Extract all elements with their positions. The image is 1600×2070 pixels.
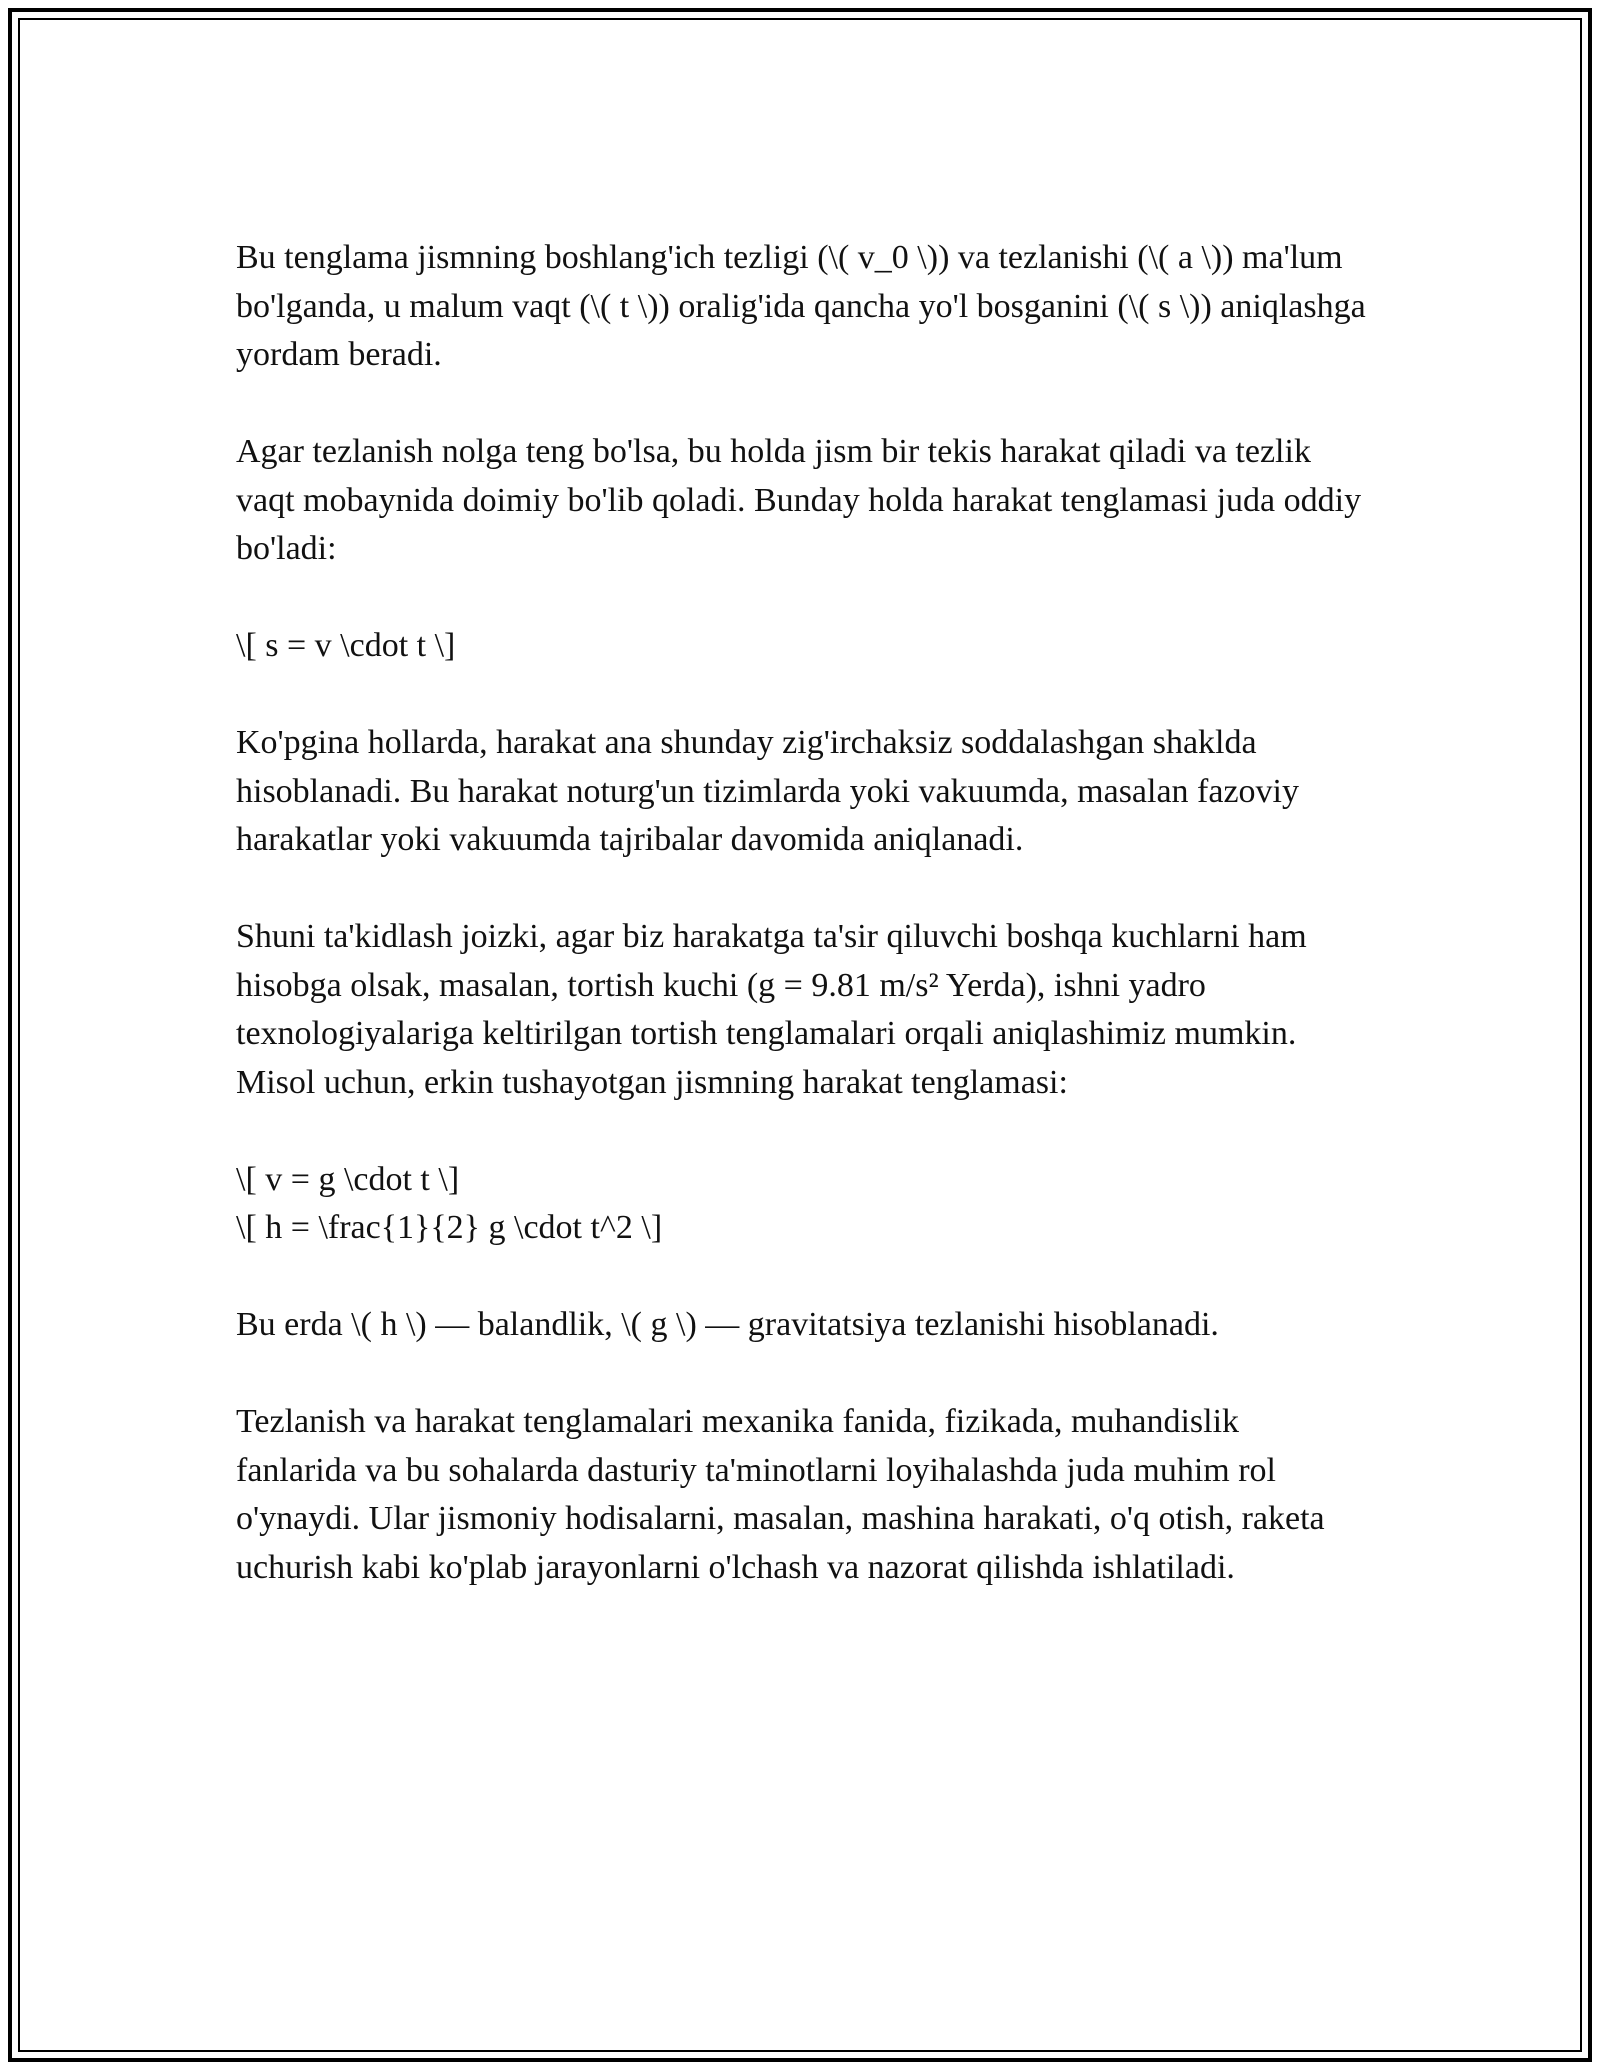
paragraph-zero-acceleration: Agar tezlanish nolga teng bo'lsa, bu holda jism bir tekis harakat qiladi va tezlik vaqt mobaynida doimiy bo'lib qoladi. Bunday holda harakat tenglamasi juda oddiy bo'ladi: — [236, 433, 1362, 567]
equation-distance: \[ s = v \cdot t \] — [236, 627, 456, 664]
equation-height: \[ h = \frac{1}{2} g \cdot t^2 \] — [236, 1209, 663, 1246]
document-body — [236, 234, 1366, 1641]
paragraph-initial-velocity: Bu tenglama jismning boshlang'ich tezligi (\( v_0 \)) va tezlanishi (\( a \)) ma'lum bo'lganda, u malum vaqt (\( t \)) oralig'ida qancha yo'l bosganini (\( s \)) aniqlashga yordam beradi. — [236, 239, 1366, 373]
equation-block-free-fall — [236, 1156, 1366, 1253]
equation-block-uniform-motion — [236, 622, 1366, 671]
paragraph-applications: Tezlanish va harakat tenglamalari mexanika fanida, fizikada, muhandislik fanlarida va bu sohalarda dasturiy ta'minotlarni loyihalashda juda muhim rol o'ynaydi. Ular jismoniy hodisalarni, masalan, mashina harakati, o'q otish, raketa uchurish kabi ko'plab jarayonlarni o'lchash va nazorat qilishda ishlatiladi. — [236, 1403, 1325, 1586]
paragraph-definitions: Bu erda \( h \) — balandlik, \( g \) — gravitatsiya tezlanishi hisoblanadi. — [236, 1306, 1219, 1343]
equation-velocity: \[ v = g \cdot t \] — [236, 1160, 460, 1198]
paragraph-gravity: Shuni ta'kidlash joizki, agar biz harakatga ta'sir qiluvchi boshqa kuchlarni ham hisobga olsak, masalan, tortish kuchi (g = 9.81 m/s² Yerda), ishni yadro texnologiyalariga keltirilgan tortish tenglamalari orqali aniqlashimiz mumkin. Misol uchun, erkin tushayotgan jismning harakat tenglamasi: — [236, 918, 1307, 1101]
paragraph-simplified-motion: Ko'pgina hollarda, harakat ana shunday zig'irchaksiz soddalashgan shaklda hisoblanadi. Bu harakat noturg'un tizimlarda yoki vakuumda, masalan fazoviy harakatlar yoki vakuumda tajribalar davomida aniqlanadi. — [236, 724, 1299, 858]
